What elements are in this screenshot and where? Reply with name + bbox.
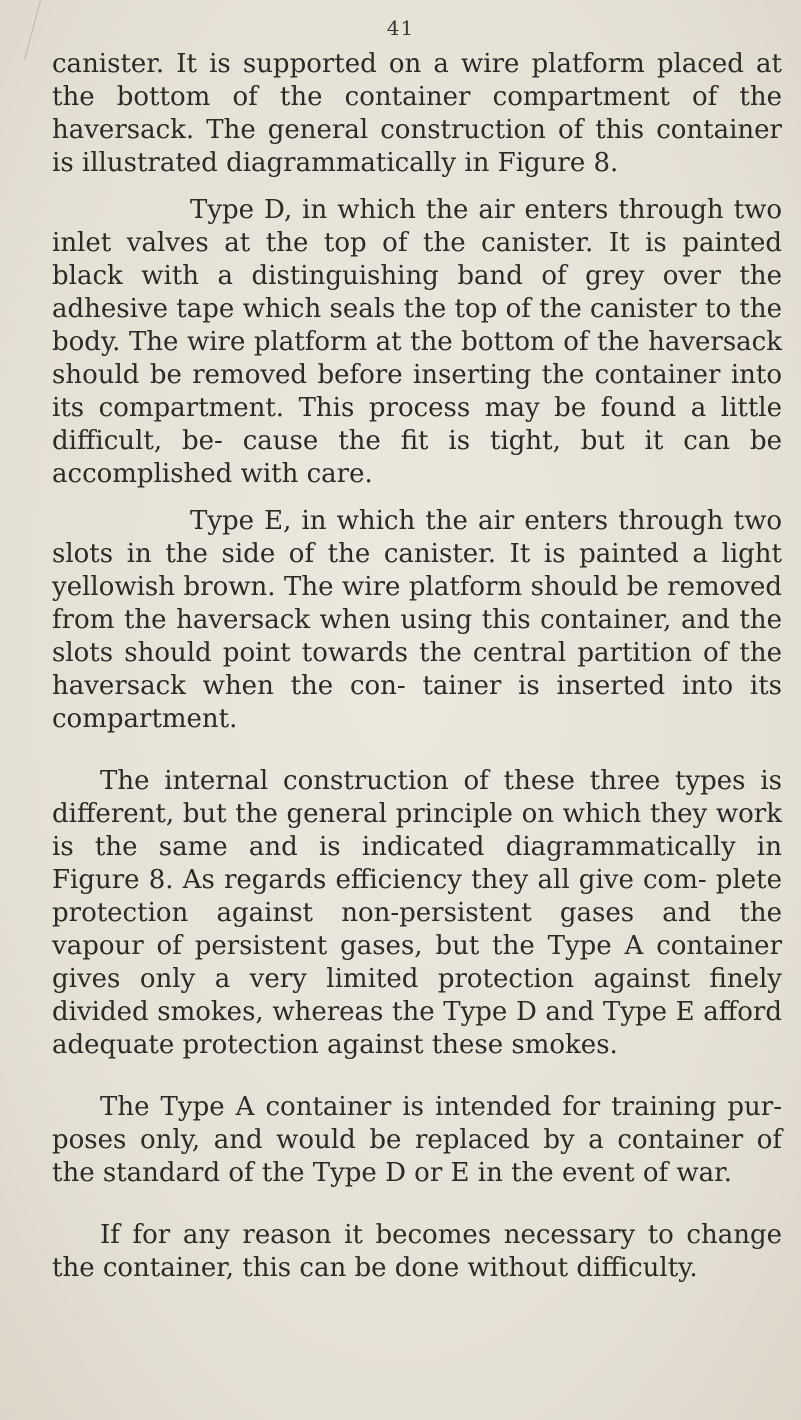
paragraph-type-d: Type D, in which the air enters through two inlet valves at the top of the canister. It is painted black with a distinguishing band of grey over the adhesive tape which seals the top of the canister to the body. The wire platform at the bottom of the haversack should be removed before inserting the container into its compartment. This process may be found a little difficult, be- cause the fit is tight, but it can be accomplished with care. (52, 195, 782, 489)
paragraph-internal-construction: The internal construction of these three types is different, but the general principle on which they work is the same and is indicated diagrammatically in Figure 8. As regards efficiency they all give com- plete protection against non-persistent gases and the vapour of persistent gases, but the Type A container gives only a very limited protection against finely divided smokes, whereas the Type D and Type E afford adequate protection against these smokes. (52, 766, 782, 1060)
paragraph-type-e: Type E, in which the air enters through two slots in the side of the canister. It is painted a light yellowish brown. The wire platform should be removed from the haversack when using this container, and the slots should point towards the central partition of the haversack when the con- tainer is inserted into its compartment. (52, 506, 782, 734)
page-number: 41 (386, 16, 415, 40)
body-text (52, 48, 782, 1285)
paragraph-change-container: If for any reason it becomes necessary to change the container, this can be done without difficulty. (52, 1220, 782, 1283)
paragraph-type-a-training: The Type A container is intended for training pur- poses only, and would be replaced by a container of the standard of the Type D or E in the event of war. (52, 1092, 782, 1188)
paragraph-canister-continued: canister. It is supported on a wire platform placed at the bottom of the container compartment of the haversack. The general construction of this container is illustrated diagrammatically in Figure 8. (52, 49, 782, 178)
